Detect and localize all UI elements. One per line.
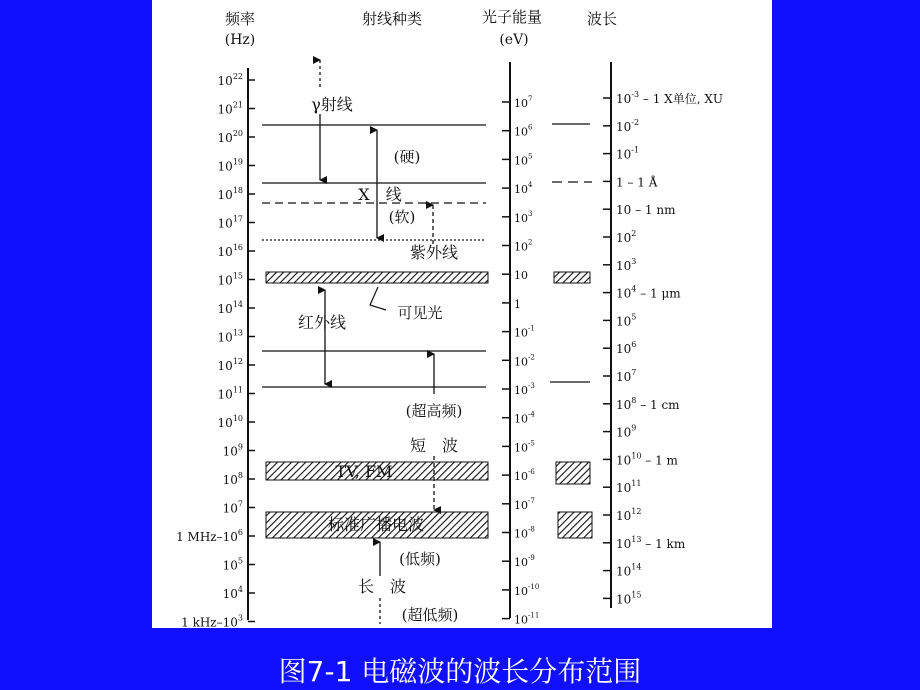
frequency-tick-label: $10^{17}$ [217,214,243,231]
visible-band-right [554,272,590,283]
energy-tick-label: $10^{-1}$ [514,324,535,340]
energy-tick-label: $10^{-8}$ [514,525,535,541]
frequency-tick-label: 1 kHz–$10^3$ [181,613,243,628]
wavelength-tick-label: $10^5$ [616,312,637,329]
energy-tick-label: $10^{-6}$ [514,468,535,484]
frequency-tick-label: $10^{11}$ [217,385,243,402]
energy-tick-label: $10^7$ [514,95,533,110]
frequency-ticks [176,72,255,628]
header-frequency: 频率 [224,10,256,28]
visible-pointer [370,287,386,310]
header-radiation-type: 射线种类 [361,10,423,28]
frequency-tick-label: 1 MHz–$10^6$ [176,528,243,544]
frequency-tick-label: $10^7$ [222,499,243,516]
energy-tick-label: $10^{-10}$ [514,582,540,598]
wavelength-tick-label: $10^{15}$ [616,590,642,607]
energy-tick-label: $10^4$ [514,181,533,197]
energy-tick-label: $10^{-3}$ [514,382,535,397]
label-uhf: (超高频) [405,402,463,420]
energy-tick-label: 10 [514,269,528,283]
wavelength-ticks [603,90,723,606]
label-low-freq: (低频) [399,550,441,568]
wavelength-tick-label: $10^4 - 1$ μm [616,284,681,301]
em-spectrum-diagram [152,0,772,628]
frequency-tick-label: $10^{13}$ [217,328,243,345]
energy-tick-label: $10^{-9}$ [514,554,535,570]
frequency-tick-label: $10^4$ [222,585,243,601]
frequency-tick-label: $10^{14}$ [217,300,243,316]
label-hard: (硬) [393,148,421,166]
wavelength-tick-label: 1 – 1 Å [616,175,658,190]
wavelength-tick-label: 10 – 1 nm [616,203,676,218]
energy-tick-label: $10^{-5}$ [514,439,535,455]
wavelength-tick-label: $10^{12}$ [616,507,642,523]
visible-band [266,272,488,283]
label-short-wave: 短 波 [409,436,459,455]
frequency-tick-label: $10^{16}$ [217,243,243,259]
energy-tick-label: $10^2$ [514,238,533,254]
header-energy-unit: (eV) [499,32,529,48]
label-xray: X 线 [358,185,402,204]
label-soft: (软) [388,208,416,226]
energy-ticks [502,95,539,627]
label-visible: 可见光 [397,304,443,322]
header-photon-energy: 光子能量 [481,8,543,26]
energy-tick-label: $10^{-4}$ [514,410,535,426]
wavelength-tick-label: $10^{13} - 1$ km [616,534,686,551]
wavelength-tick-label: $10^{10} - 1$ m [616,451,678,468]
header-wavelength: 波长 [586,10,618,28]
label-ir: 红外线 [297,313,347,332]
tv-fm-band-right [556,462,590,484]
wavelength-tick-label: $10^2$ [616,229,637,245]
label-tv-fm: TV, FM [335,462,393,481]
label-long-wave: 长 波 [357,577,407,596]
wavelength-tick-label: $10^{14}$ [616,562,642,579]
figure-caption: 图7-1 电磁波的波长分布范围 [278,655,642,688]
frequency-tick-label: $10^{18}$ [217,186,243,202]
wavelength-tick-label: $10^{-2}$ [616,117,640,134]
diagram-panel [152,0,772,628]
header-frequency-unit: (Hz) [224,32,256,48]
frequency-tick-label: $10^9$ [222,442,243,459]
frequency-tick-label: $10^{10}$ [217,414,243,430]
wavelength-tick-label: $10^3$ [616,256,637,273]
wavelength-tick-label: $10^{-3} - 1$ X单位, XU [616,90,723,106]
label-broadcast: 标准广播电波 [327,515,425,534]
energy-tick-label: 1 [514,297,521,311]
broadcast-band-right [558,512,592,538]
energy-tick-label: $10^6$ [514,123,533,139]
frequency-tick-label: $10^{21}$ [217,100,243,117]
wavelength-tick-label: $10^{-1}$ [616,145,640,162]
label-gamma: γ射线 [311,95,353,114]
wavelength-tick-label: $10^9$ [616,423,637,440]
energy-tick-label: $10^3$ [514,209,533,225]
frequency-tick-label: $10^{12}$ [217,357,243,373]
frequency-tick-label: $10^5$ [222,556,243,573]
frequency-tick-label: $10^{15}$ [217,271,243,288]
wavelength-tick-label: $10^8 - 1$ cm [616,395,680,412]
label-uv: 紫外线 [409,243,459,262]
energy-tick-label: $10^{-11}$ [514,611,540,627]
frequency-tick-label: $10^8$ [222,471,243,487]
energy-tick-label: $10^5$ [514,152,533,168]
frequency-tick-label: $10^{20}$ [217,129,243,145]
label-vlf: (超低频) [401,606,459,624]
wavelength-tick-label: $10^{11}$ [616,479,642,496]
wavelength-tick-label: $10^6$ [616,340,637,357]
wavelength-tick-label: $10^7$ [616,368,637,384]
frequency-tick-label: $10^{19}$ [217,157,243,174]
frequency-tick-label: $10^{22}$ [217,72,243,88]
energy-tick-label: $10^{-2}$ [514,353,535,369]
energy-tick-label: $10^{-7}$ [514,496,535,512]
